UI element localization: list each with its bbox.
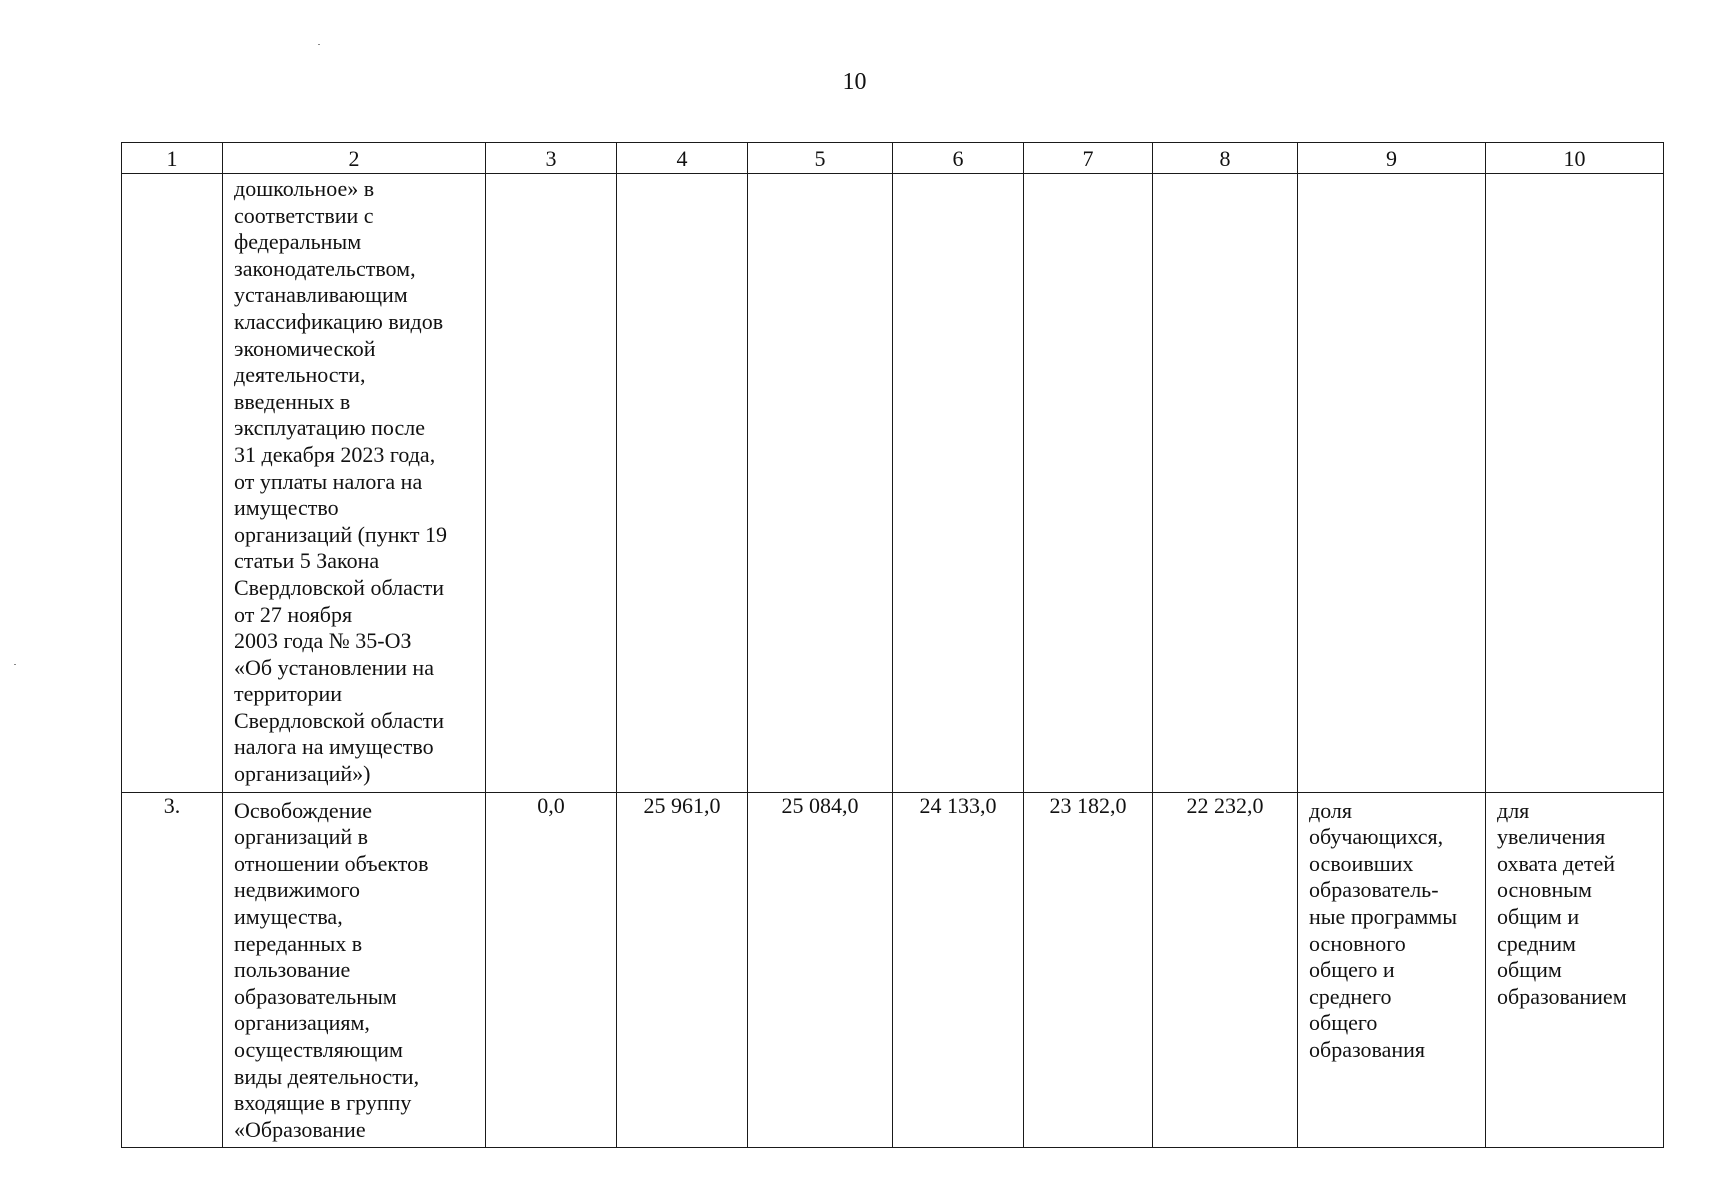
column-header: 9 — [1298, 143, 1486, 174]
page-number: 10 — [842, 69, 867, 95]
document-table — [121, 142, 1664, 1148]
table-row-3 — [122, 792, 1664, 1148]
row-description-text: дошкольное» в соответствии с федеральным законодательством, устанавливающим классификацию видов экономической деятельности, введенных в эксплуатацию после 31 декабря 2023 года, от уплаты налога на имущество организаций (пункт 19 статьи 5 Закона Свердловской области от 27 ноября 2003 года № 35-ОЗ «Об установлении на территории Свердловской области налога на имущество организаций») — [234, 176, 447, 787]
row-description-cell — [223, 792, 486, 1148]
column-header: 4 — [617, 143, 748, 174]
value-cell: 25 961,0 — [617, 792, 748, 1148]
purpose-cell — [1486, 792, 1664, 1148]
purpose-text: для увеличения охвата детей основным общим и средним общим образованием — [1497, 797, 1627, 1009]
scan-speck — [14, 664, 16, 665]
value-cell — [893, 174, 1024, 793]
row-description-cell — [223, 174, 486, 793]
value-cell: 24 133,0 — [893, 792, 1024, 1148]
indicator-text: доля обучающихся, освоивших образователь- ные программы основного общего и среднего общего образования — [1309, 797, 1458, 1062]
column-header: 7 — [1024, 143, 1153, 174]
row-index-cell — [122, 174, 223, 793]
value-cell: 0,0 — [486, 792, 617, 1148]
purpose-text — [1486, 174, 1663, 183]
indicator-cell — [1298, 174, 1486, 793]
value-cell: 23 182,0 — [1024, 792, 1153, 1148]
value-cell — [1153, 174, 1298, 793]
row-description-text: Освобождение организаций в отношении объектов недвижимого имущества, переданных в пользование образовательным организациям, осуществляющим виды деятельности, входящие в группу «Образование — [234, 797, 429, 1142]
row-index-cell: 3. — [122, 792, 223, 1148]
column-number-row — [122, 143, 1664, 174]
value-cell — [486, 174, 617, 793]
value-cell: 22 232,0 — [1153, 792, 1298, 1148]
indicator-cell — [1298, 792, 1486, 1148]
column-header: 1 — [122, 143, 223, 174]
value-cell: 25 084,0 — [748, 792, 893, 1148]
value-cell — [748, 174, 893, 793]
column-header: 6 — [893, 143, 1024, 174]
value-cell — [1024, 174, 1153, 793]
column-header: 2 — [223, 143, 486, 174]
column-header: 3 — [486, 143, 617, 174]
scan-speck — [318, 44, 320, 45]
indicator-text — [1298, 174, 1485, 183]
column-header: 8 — [1153, 143, 1298, 174]
column-header: 10 — [1486, 143, 1664, 174]
value-cell — [617, 174, 748, 793]
column-header: 5 — [748, 143, 893, 174]
purpose-cell — [1486, 174, 1664, 793]
table-row-continuation — [122, 174, 1664, 793]
